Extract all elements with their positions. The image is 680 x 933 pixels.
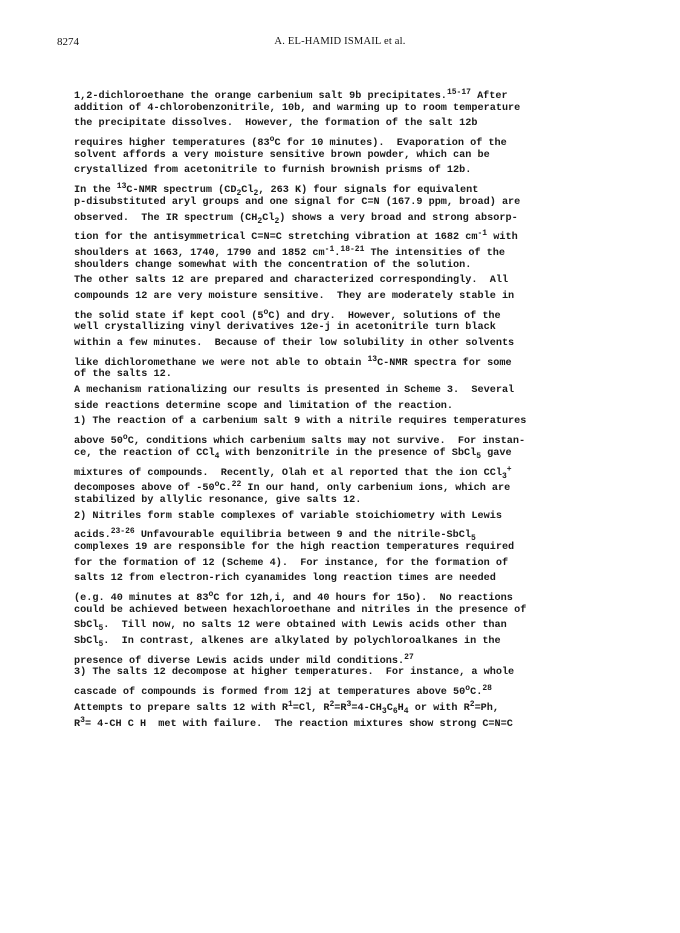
- subscript: 4: [214, 451, 220, 461]
- body-text: [74, 85, 614, 728]
- superscript: o: [263, 307, 269, 317]
- text-segment: side reactions determine scope and limitation of the reaction.: [74, 400, 454, 412]
- text-line: [74, 603, 614, 619]
- text-segment: tion for the antisymmetrical C=N=C stretching vibration at 1682 cm: [74, 232, 478, 244]
- text-segment: above 50: [74, 436, 123, 448]
- superscript: o: [214, 480, 220, 490]
- superscript: o: [122, 433, 128, 443]
- text-line: [74, 336, 614, 352]
- text-segment: observed. The IR spectrum (CH: [74, 212, 258, 224]
- subscript: 5: [98, 640, 104, 650]
- text-line: [74, 352, 614, 368]
- text-line: [74, 634, 614, 650]
- text-segment: with: [487, 232, 518, 244]
- superscript: 13: [367, 354, 378, 364]
- text-line: [74, 540, 614, 556]
- superscript: 2: [469, 699, 475, 709]
- text-line: [74, 163, 614, 179]
- text-segment: of the salts 12.: [74, 369, 172, 381]
- text-segment: like dichloromethane we were not able to obtain: [74, 357, 368, 369]
- superscript: 22: [231, 480, 242, 490]
- superscript: o: [465, 684, 471, 694]
- text-line: [74, 587, 614, 603]
- text-segment: stabilized by allylic resonance, give salts 12.: [74, 494, 362, 506]
- text-line: [74, 618, 614, 634]
- text-line: [74, 383, 614, 399]
- text-line: [74, 477, 614, 493]
- text-segment: compounds 12 are very moisture sensitive. They are moderately stable in: [74, 290, 515, 302]
- text-segment: The other salts 12 are prepared and characterized correspondingly. All: [74, 275, 509, 287]
- text-segment: ) shows a very broad and strong absorp-: [279, 212, 518, 224]
- text-line: [74, 289, 614, 305]
- text-line: [74, 273, 614, 289]
- text-line: [74, 132, 614, 148]
- text-segment: 1,2-dichloroethane the orange carbenium salt 9b precipitates.: [74, 91, 447, 102]
- text-segment: gave: [481, 447, 512, 459]
- text-segment: C for 10 minutes). Evaporation of the: [274, 138, 507, 150]
- superscript: 27: [404, 652, 414, 662]
- text-line: [74, 462, 614, 481]
- text-segment: A mechanism rationalizing our results is presented in Scheme 3. Several: [74, 385, 515, 397]
- text-segment: could be achieved between hexachloroethane and nitriles in the presence of: [74, 604, 527, 616]
- text-segment: addition of 4-chlorobenzonitrile, 10b, and warming up to room temperature: [74, 102, 521, 114]
- text-segment: C-NMR spectrum (CD: [126, 185, 237, 197]
- text-line: [74, 446, 614, 462]
- text-line: [74, 242, 614, 258]
- text-segment: .: [334, 247, 341, 259]
- text-segment: Cl: [241, 185, 254, 197]
- text-segment: H: [397, 702, 404, 714]
- text-segment: shoulders at 1663, 1740, 1790 and 1852 cm: [74, 247, 325, 259]
- superscript: 3: [346, 699, 352, 709]
- text-line: [74, 493, 614, 509]
- page-number: 8274: [57, 36, 79, 48]
- text-segment: acids.: [74, 530, 111, 542]
- text-segment: SbCl: [74, 620, 99, 632]
- text-line: [74, 399, 614, 415]
- superscript: 18-21: [340, 244, 365, 254]
- superscript: +: [506, 464, 512, 474]
- text-segment: within a few minutes. Because of their low solubility in other solvents: [74, 338, 515, 349]
- subscript: 4: [403, 706, 409, 716]
- text-segment: =4-CH: [351, 702, 382, 714]
- text-line: [74, 258, 614, 274]
- text-segment: with benzonitrile in the presence of SbCl: [219, 447, 477, 459]
- subscript: 3: [381, 706, 387, 716]
- text-segment: =Cl, R: [292, 702, 330, 714]
- text-segment: =Ph,: [474, 702, 500, 714]
- text-line: [74, 571, 614, 587]
- text-segment: = 4-CH C H met with failure. The reaction mixtures show strong C=N=C: [84, 718, 513, 730]
- text-line: [74, 414, 614, 430]
- text-segment: the precipitate dissolves. However, the formation of the salt 12b: [74, 118, 478, 130]
- text-segment: C for 12h,i, and 40 hours for 15o). No reactions: [213, 593, 513, 604]
- text-segment: C: [386, 702, 393, 714]
- text-line: [74, 681, 614, 697]
- text-segment: shoulders change somewhat with the concentration of the solution.: [74, 259, 472, 271]
- text-segment: Cl: [262, 212, 275, 224]
- superscript: -1: [324, 244, 335, 254]
- text-segment: presence of diverse Lewis acids under mild conditions.: [74, 655, 405, 667]
- text-line: [74, 148, 614, 164]
- text-segment: decomposes above of -50: [74, 483, 215, 495]
- text-segment: The intensities of the: [364, 247, 506, 259]
- text-segment: salts 12 from electron-rich cyanamides long reaction times are needed: [74, 573, 496, 585]
- text-line: [74, 430, 614, 446]
- text-segment: 1) The reaction of a carbenium salt 9 with a nitrile requires temperatures: [74, 416, 527, 428]
- text-segment: mixtures of compounds. Recently, Olah et al reported that the ion CCl: [74, 467, 502, 479]
- text-segment: cascade of compounds is formed from 12j at temperatures above 50: [74, 687, 466, 699]
- text-segment: or with R: [408, 702, 470, 714]
- text-line: [74, 650, 614, 666]
- text-segment: C, conditions which carbenium salts may not survive. For instan-: [127, 436, 526, 448]
- text-line: [74, 195, 614, 211]
- superscript: o: [208, 590, 214, 599]
- superscript: 28: [482, 684, 492, 694]
- subscript: 2: [236, 189, 242, 199]
- text-line: [74, 697, 614, 716]
- running-head-authors: A. EL-HAMID ISMAIL et al.: [274, 36, 406, 47]
- text-segment: After: [470, 91, 508, 102]
- subscript: 2: [257, 216, 263, 226]
- text-line: [74, 226, 614, 242]
- text-line: [74, 85, 614, 101]
- text-segment: 2) Nitriles form stable complexes of variable stoichiometry with Lewis: [74, 510, 502, 522]
- text-line: [74, 509, 614, 525]
- text-segment: =R: [334, 702, 347, 714]
- text-line: [74, 665, 614, 681]
- text-segment: 3) The salts 12 decompose at higher temperatures. For instance, a whole: [74, 667, 515, 679]
- text-segment: (e.g. 40 minutes at 83: [74, 593, 209, 604]
- text-segment: Unfavourable equilibria between 9 and the nitrile-SbCl: [134, 530, 471, 542]
- text-line: [74, 211, 614, 227]
- superscript: 15-17: [446, 88, 471, 97]
- text-segment: Attempts to prepare salts 12 with R: [74, 702, 288, 714]
- text-segment: C.: [219, 483, 232, 495]
- text-segment: . In contrast, alkenes are alkylated by polychloroalkanes in the: [103, 636, 501, 648]
- subscript: 3: [501, 471, 507, 481]
- text-segment: complexes 19 are responsible for the high reaction temperatures required: [74, 541, 515, 553]
- text-line: [74, 101, 614, 117]
- subscript: 2: [274, 216, 280, 226]
- superscript: 1: [287, 699, 293, 709]
- text-segment: ce, the reaction of CCl: [74, 447, 215, 459]
- text-line: [74, 179, 614, 199]
- text-segment: C.: [470, 687, 483, 699]
- subscript: 5: [470, 534, 476, 544]
- text-segment: In the: [74, 185, 117, 197]
- superscript: o: [269, 135, 275, 145]
- text-segment: R: [74, 718, 81, 730]
- text-segment: well crystallizing vinyl derivatives 12e-j in acetonitrile turn black: [74, 322, 496, 334]
- text-segment: crystallized from acetonitrile to furnish brownish prisms of 12b.: [74, 165, 472, 177]
- text-segment: solvent affords a very moisture sensitive brown powder, which can be: [74, 149, 490, 161]
- text-segment: C) and dry. However, solutions of the: [268, 310, 501, 322]
- superscript: 13: [116, 182, 127, 192]
- superscript: 3: [80, 715, 85, 725]
- text-line: [74, 524, 614, 544]
- running-header: [57, 36, 623, 52]
- text-segment: In our hand, only carbenium ions, which are: [241, 483, 511, 495]
- superscript: -1: [477, 229, 488, 239]
- text-segment: SbCl: [74, 636, 99, 648]
- text-segment: for the formation of 12 (Scheme 4). For instance, for the formation of: [74, 557, 509, 569]
- superscript: 2: [329, 699, 335, 709]
- text-segment: requires higher temperatures (83: [74, 138, 270, 150]
- text-segment: , 263 K) four signals for equivalent: [258, 185, 479, 197]
- text-line: [74, 320, 614, 336]
- text-segment: C-NMR spectra for some: [377, 357, 512, 369]
- subscript: 6: [392, 706, 398, 716]
- running-head-title: [57, 36, 623, 47]
- subscript: 5: [476, 451, 482, 461]
- text-line: [74, 713, 614, 729]
- text-segment: . Till now, no salts 12 were obtained with Lewis acids other than: [103, 620, 507, 632]
- text-line: [74, 116, 614, 132]
- text-line: [74, 556, 614, 572]
- text-segment: the solid state if kept cool (5: [74, 310, 264, 322]
- text-segment: p-disubstituted aryl groups and one signal for C=N (167.9 ppm, broad) are: [74, 196, 521, 208]
- text-line: [74, 367, 614, 383]
- superscript: 23-26: [110, 527, 135, 537]
- subscript: 5: [98, 624, 104, 634]
- subscript: 2: [253, 189, 259, 199]
- text-line: [74, 305, 614, 321]
